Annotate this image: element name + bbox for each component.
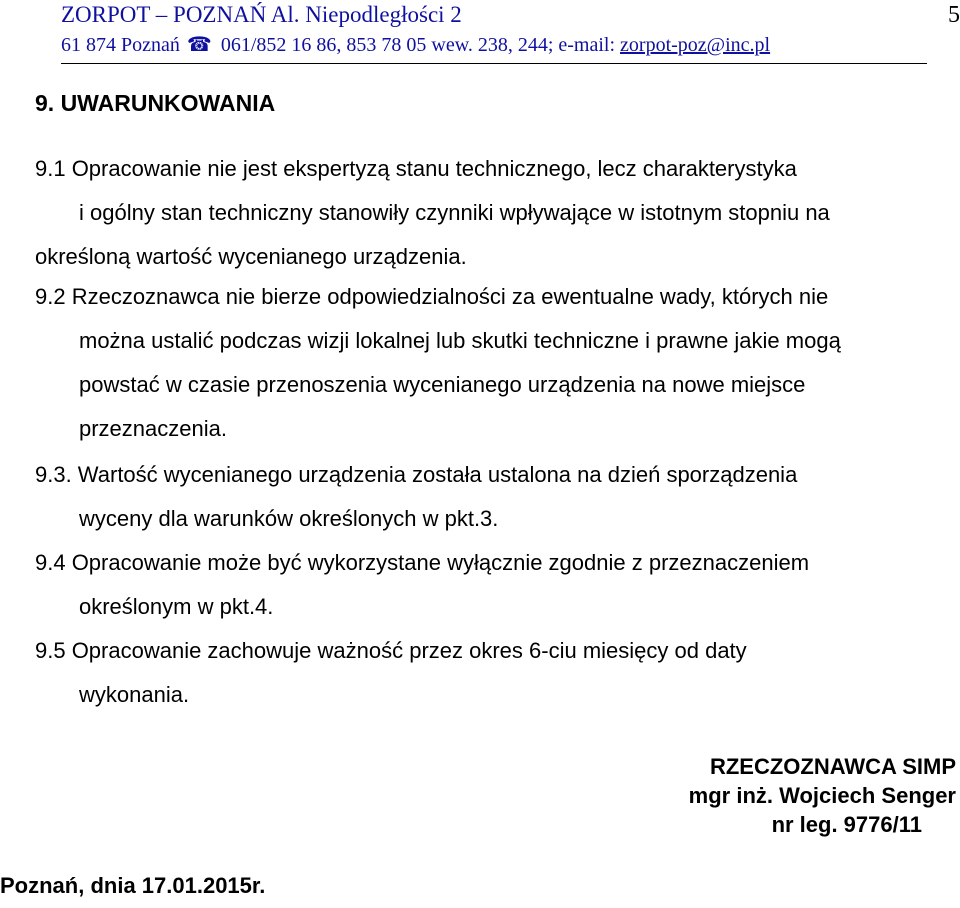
paragraph-line: 9.1 Opracowanie nie jest ekspertyzą stanu technicznego, lecz charakterystyka	[35, 156, 797, 181]
paragraph-line: wykonania.	[79, 682, 190, 707]
company-phones: 061/852 16 86, 853 78 05 wew. 238, 244;	[220, 34, 554, 56]
paragraph-line: można ustalić podczas wizji lokalnej lub skutki techniczne i prawne jakie mogą	[79, 328, 841, 353]
page-header	[0, 0, 960, 70]
phone-icon: ☎	[186, 34, 212, 56]
paragraph-line: wyceny dla warunków określonych w pkt.3.	[79, 506, 499, 531]
paragraph-line: 9.2 Rzeczoznawca nie bierze odpowiedzialności za ewentualne wady, których nie	[35, 284, 829, 309]
paragraph-9-2	[35, 275, 841, 451]
paragraph-line: 9.3. Wartość wycenianego urządzenia została ustalona na dzień sporządzenia	[35, 462, 798, 487]
paragraph-line: przeznaczenia.	[79, 416, 227, 441]
page-number: 5	[948, 2, 960, 28]
signature-name: mgr inż. Wojciech Senger	[688, 783, 956, 808]
paragraph-line: określonym w pkt.4.	[79, 594, 274, 619]
signature-role: RZECZOZNAWCA SIMP	[709, 754, 956, 779]
company-contact	[61, 32, 770, 57]
paragraph-line: powstać w czasie przenoszenia wycenianego urządzenia na nowe miejsce	[79, 372, 806, 397]
section-title: 9. UWARUNKOWANIA	[35, 90, 276, 116]
signature-registration: nr leg. 9776/11	[771, 812, 922, 837]
company-address: 61 874 Poznań	[61, 34, 180, 56]
company-name: ZORPOT – POZNAŃ Al. Niepodległości 2	[61, 2, 462, 27]
paragraph-line: i ogólny stan techniczny stanowiły czynniki wpływające w istotnym stopniu na	[79, 200, 830, 225]
email-label: e-mail:	[558, 34, 616, 56]
signature-block	[689, 752, 956, 839]
paragraph-9-5	[35, 629, 747, 717]
paragraph-line: 9.4 Opracowanie może być wykorzystane wyłącznie zgodnie z przeznaczeniem	[35, 550, 810, 575]
paragraph-9-3	[35, 453, 797, 541]
email-link[interactable]: zorpot-poz@inc.pl	[620, 34, 771, 56]
paragraph-9-1	[35, 147, 830, 279]
header-divider	[61, 63, 927, 64]
paragraph-9-4	[35, 541, 809, 629]
document-date: Poznań, dnia 17.01.2015r.	[0, 873, 266, 898]
paragraph-line: określoną wartość wycenianego urządzenia.	[35, 244, 467, 269]
paragraph-line: 9.5 Opracowanie zachowuje ważność przez okres 6-ciu miesięcy od daty	[35, 638, 747, 663]
